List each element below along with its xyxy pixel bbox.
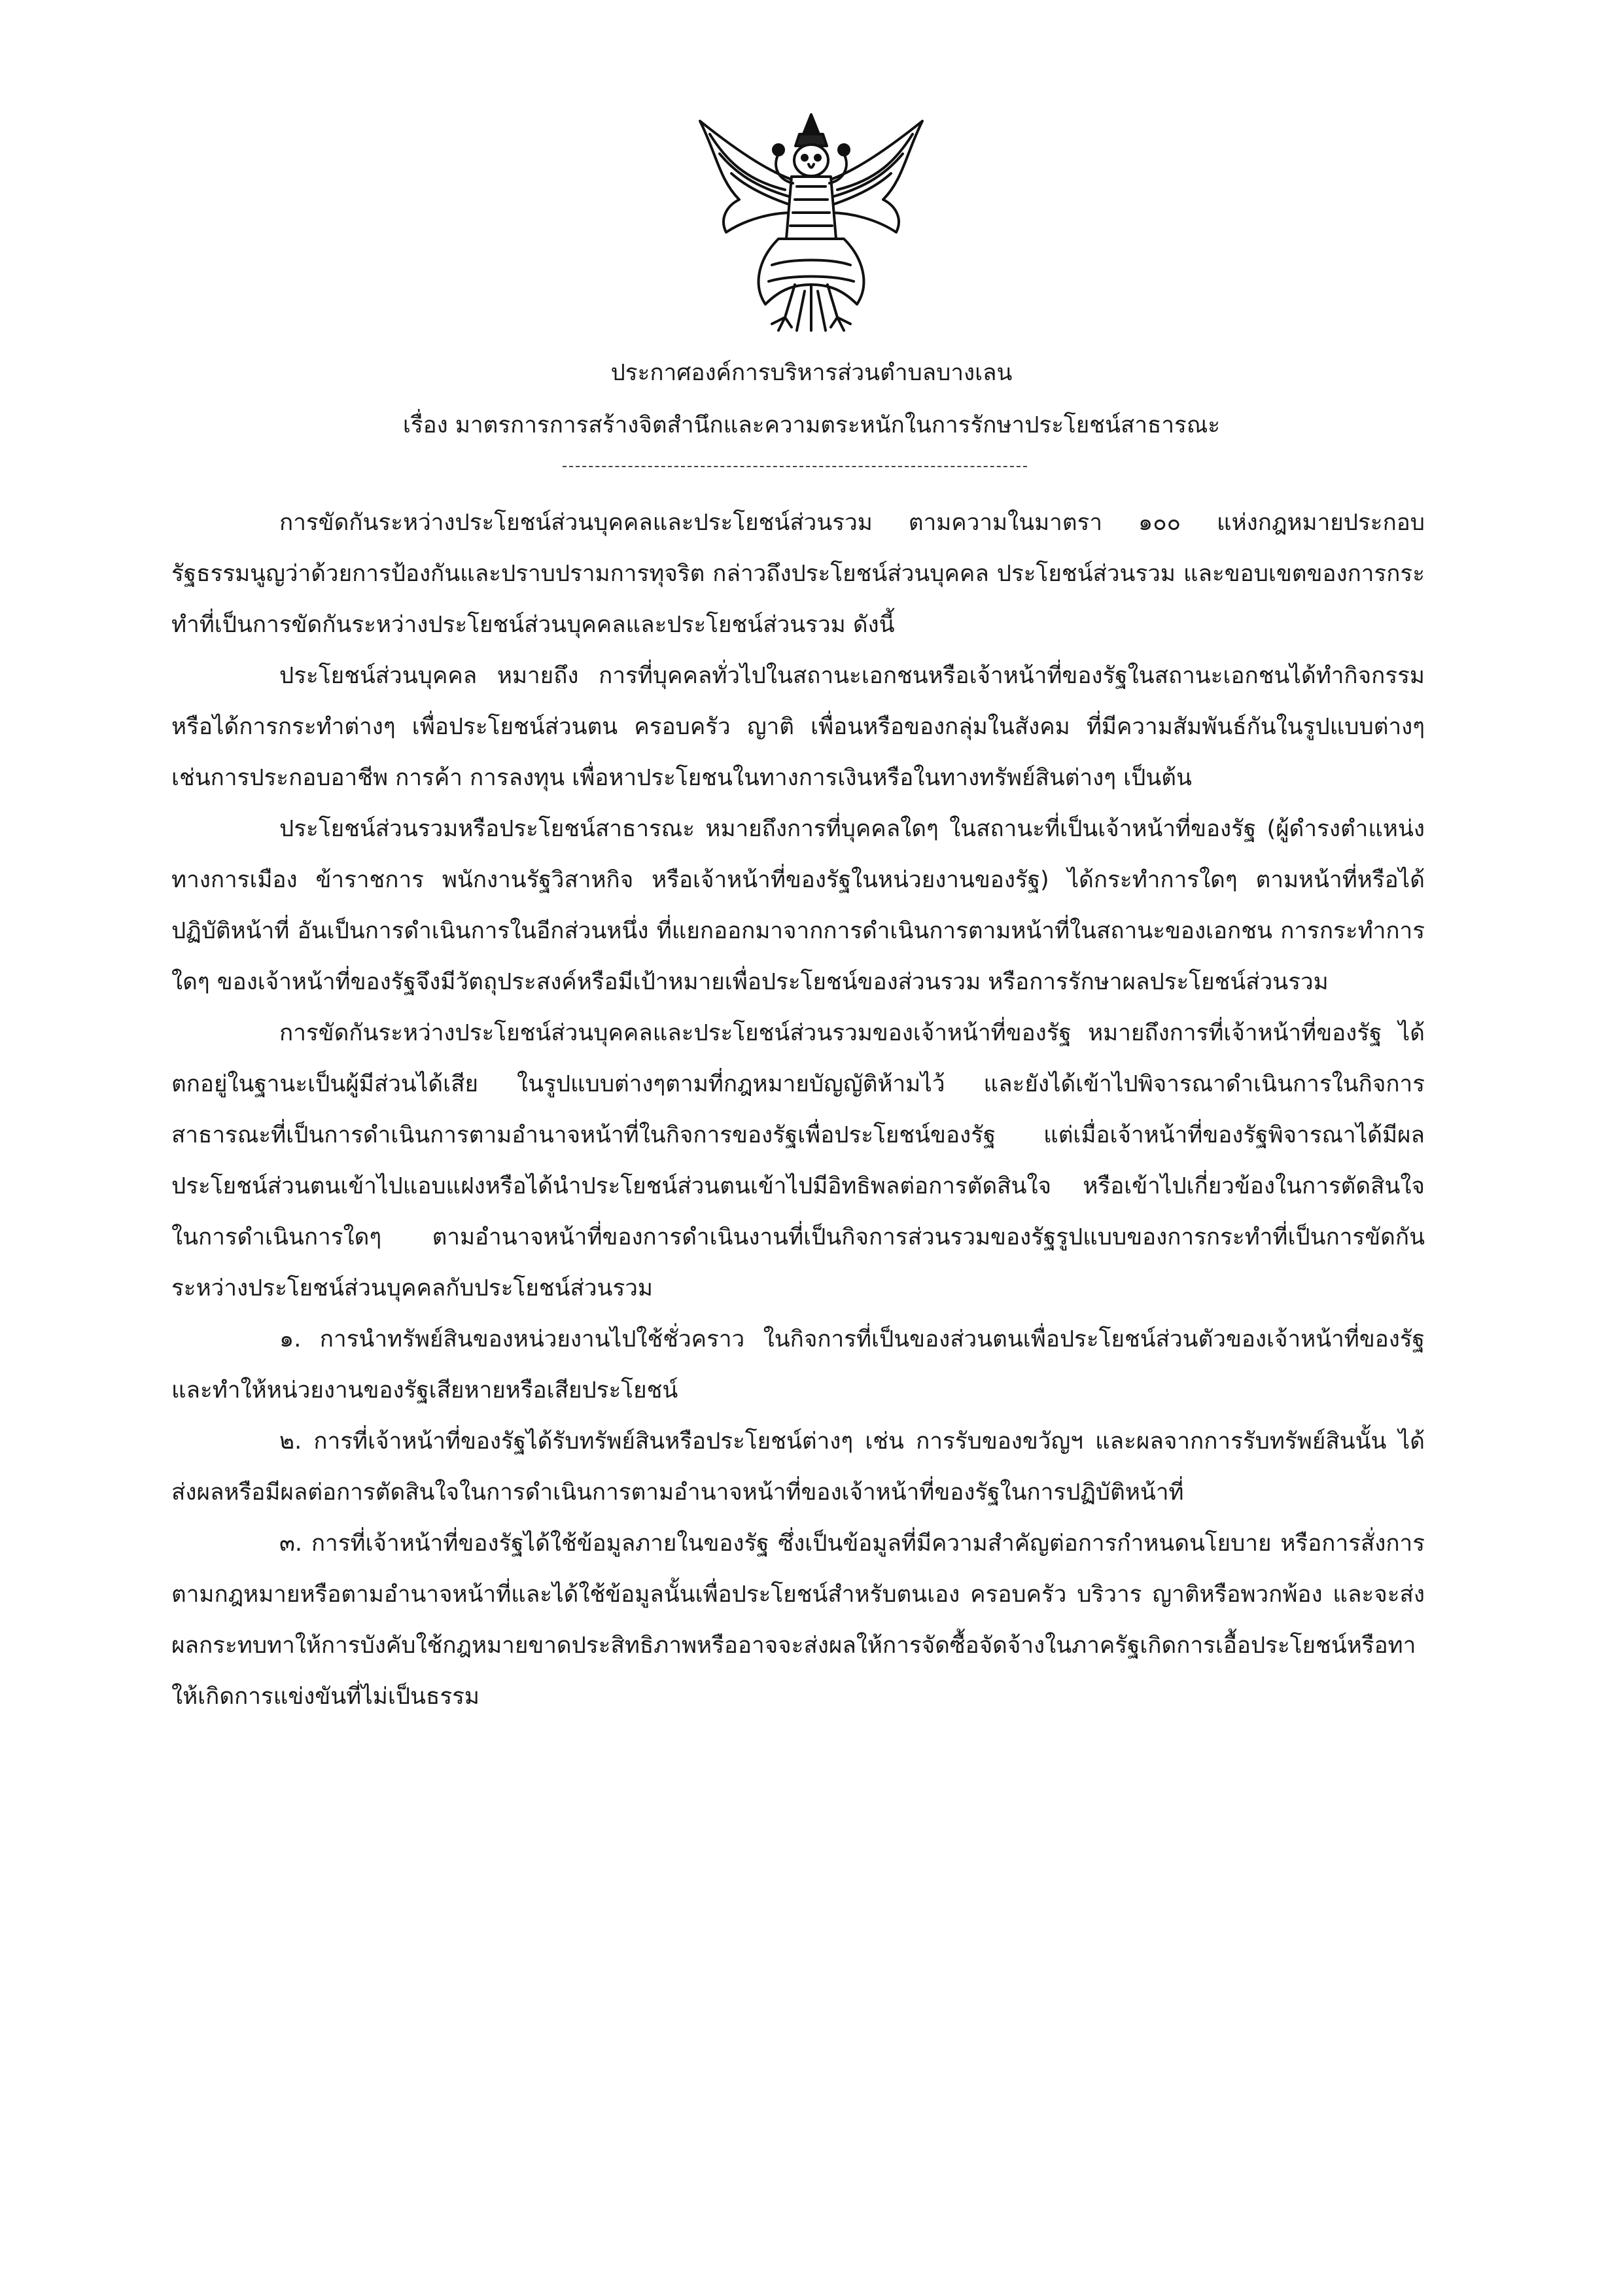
body-paragraph: การขัดกันระหว่างประโยชน์ส่วนบุคคลและประโยชน์ส่วนรวมของเจ้าหน้าที่ของรัฐ หมายถึงการที่เจ้าหน้าที่ของรัฐ ได้ตกอยู่ในฐานะเป็นผู้มีส่วนได้เสีย ในรูปแบบต่างๆตามที่กฎหมายบัญญัติห้ามไว้ และยังได้เข้าไปพิจารณาดำเนินการในกิจการสาธารณะที่เป็นการดำเนินการตามอำนาจหน้าที่ในกิจการของรัฐเพื่อประโยชน์ของรัฐ แต่เมื่อเจ้าหน้าที่ของรัฐพิจารณาได้มีผลประโยชน์ส่วนตนเข้าไปแอบแฝงหรือได้นำประโยชน์ส่วนตนเข้าไปมีอิทธิพลต่อการตัดสินใจ หรือเข้าไปเกี่ยวข้องในการตัดสินใจในการดำเนินการใดๆ ตามอำนาจหน้าที่ของการดำเนินงานที่เป็นกิจการส่วนรวมของรัฐรูปแบบของการกระทำที่เป็นการขัดกันระหว่างประโยชน์ส่วนบุคคลกับประโยชน์ส่วนรวม (171, 1020, 1425, 1301)
list-item: ๓. การที่เจ้าหน้าที่ของรัฐได้ใช้ข้อมูลภายในของรัฐ ซึ่งเป็นข้อมูลที่มีความสำคัญต่อการกำหนดนโยบาย หรือการสั่งการตามกฎหมายหรือตามอำนาจหน้าที่และได้ใช้ข้อมูลนั้นเพื่อประโยชน์สำหรับตนเอง ครอบครัว บริวาร ญาติหรือพวกพ้อง และจะส่งผลกระทบทาให้การบังคับใช้กฎหมายขาดประสิทธิภาพหรืออาจจะส่งผลให้การจัดซื้อจัดจ้างในภาครัฐเกิดการเอื้อประโยชน์หรือทาให้เกิดการแข่งขันที่ไม่เป็นธรรม (171, 1530, 1425, 1710)
announcement-subject: เรื่อง มาตรการการสร้างจิตสำนึกและความตระหนักในการรักษาประโยชน์สาธารณะ (402, 412, 1221, 438)
body-paragraph: ประโยชน์ส่วนบุคคล หมายถึง การที่บุคคลทั่วไปในสถานะเอกชนหรือเจ้าหน้าที่ของรัฐในสถานะเอกชนได้ทำกิจกรรมหรือได้การกระทำต่างๆ เพื่อประโยชน์ส่วนตน ครอบครัว ญาติ เพื่อนหรือของกลุ่มในสังคม ที่มีความสัมพันธ์กันในรูปแบบต่างๆ เช่นการประกอบอาชีพ การค้า การลงทุน เพื่อหาประโยชนในทางการเงินหรือในทางทรัพย์สินต่างๆ เป็นต้น (171, 663, 1425, 791)
body-paragraph: ประโยชน์ส่วนรวมหรือประโยชน์สาธารณะ หมายถึงการที่บุคคลใดๆ ในสถานะที่เป็นเจ้าหน้าที่ของรัฐ (ผู้ดำรงตำแหน่งทางการเมือง ข้าราชการ พนักงานรัฐวิสาหกิจ หรือเจ้าหน้าที่ของรัฐในหน่วยงานของรัฐ) ได้กระทำการใดๆ ตามหน้าที่หรือได้ปฏิบัติหน้าที่ อันเป็นการดำเนินการในอีกส่วนหนึ่ง ที่แยกออกมาจากการดำเนินการตามหน้าที่ในสถานะของเอกชน การกระทำการใดๆ ของเจ้าหน้าที่ของรัฐจึงมีวัตถุประสงค์หรือมีเป้าหมายเพื่อประโยชน์ของส่วนรวม หรือการรักษาผลประโยชน์ส่วนรวม (171, 816, 1425, 995)
list-item: ๒. การที่เจ้าหน้าที่ของรัฐได้รับทรัพย์สินหรือประโยชน์ต่างๆ เช่น การรับของขวัญฯ และผลจากการรับทรัพย์สินนั้น ได้ส่งผลหรือมีผลต่อการตัดสินใจในการดำเนินการตามอำนาจหน้าที่ของเจ้าหน้าที่ของรัฐในการปฏิบัติหน้าที่ (171, 1428, 1425, 1506)
title-divider (563, 466, 1027, 467)
announcement-title: ประกาศองค์การบริหารส่วนตำบลบางเลน (610, 360, 1013, 386)
document-body (171, 497, 1425, 1722)
list-item: ๑. การนำทรัพย์สินของหน่วยงานไปใช้ชั่วคราว ในกิจการที่เป็นของส่วนตนเพื่อประโยชน์ส่วนตัวของเจ้าหน้าที่ของรัฐและทำให้หน่วยงานของรัฐเสียหายหรือเสียประโยชน์ (171, 1326, 1425, 1404)
body-paragraph: การขัดกันระหว่างประโยชน์ส่วนบุคคลและประโยชน์ส่วนรวม ตามความในมาตรา ๑๐๐ แห่งกฎหมายประกอบรัฐธรรมนูญว่าด้วยการป้องกันและปราบปรามการทุจริต กล่าวถึงประโยชน์ส่วนบุคคล ประโยชน์ส่วนรวม และขอบเขตของการกระทำที่เป็นการขัดกันระหว่างประโยชน์ส่วนบุคคลและประโยชน์ส่วนรวม ดังนี้ (171, 510, 1425, 638)
garuda-emblem-icon (680, 108, 942, 337)
